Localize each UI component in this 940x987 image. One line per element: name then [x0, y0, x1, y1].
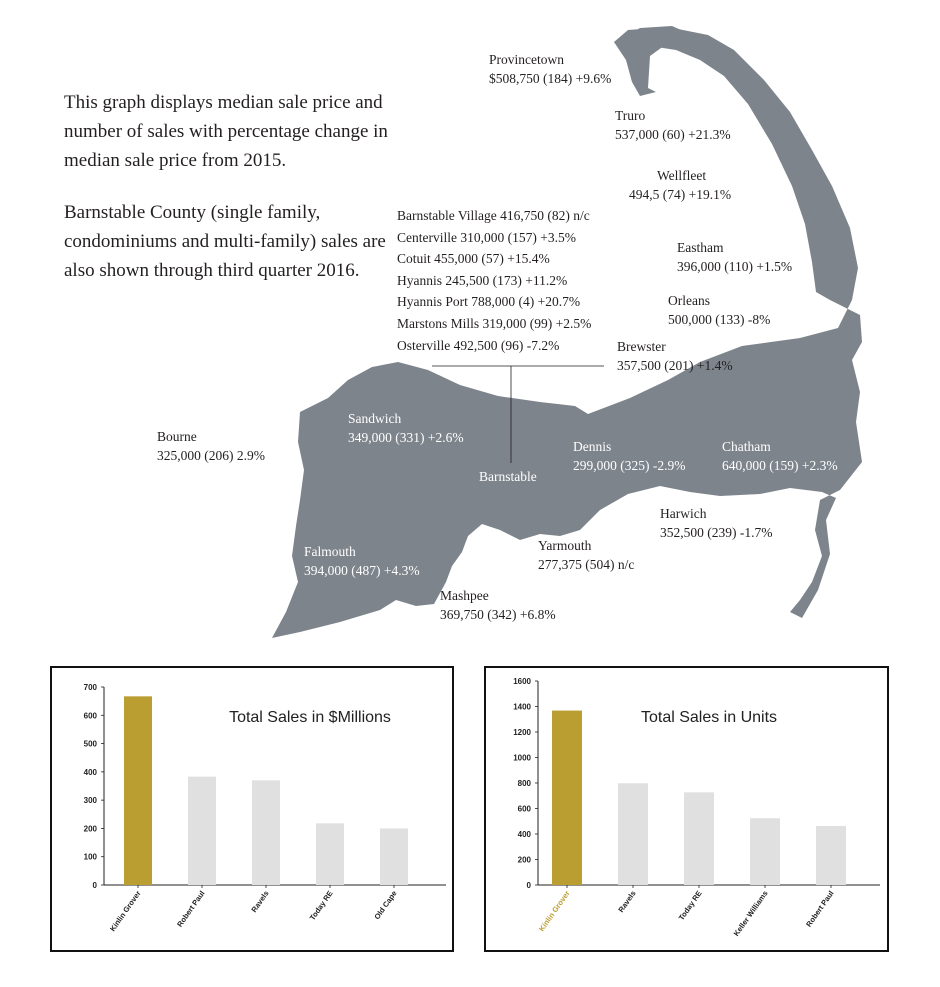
- town-stats: 357,500 (201) +1.4%: [617, 358, 733, 373]
- town-name: Dennis: [573, 439, 612, 454]
- town-name: Falmouth: [304, 544, 356, 559]
- bar: [750, 818, 780, 885]
- x-tick-label: Robert Paul: [175, 888, 207, 929]
- town-dennis: [573, 437, 685, 475]
- town-provincetown: [489, 50, 611, 88]
- town-name: Orleans: [668, 293, 710, 308]
- town-stats: $508,750 (184) +9.6%: [489, 71, 612, 86]
- town-name: Bourne: [157, 429, 197, 444]
- town-stats: 537,000 (60) +21.3%: [615, 127, 731, 142]
- town-stats: 277,375 (504) n/c: [538, 557, 635, 572]
- village-hyannis: Hyannis 245,500 (173) +11.2%: [397, 272, 568, 288]
- y-tick-label: 700: [83, 683, 97, 692]
- bar: [124, 696, 152, 885]
- y-tick-label: 1200: [513, 728, 531, 737]
- town-name: Truro: [615, 108, 646, 123]
- y-tick-label: 1600: [513, 677, 531, 686]
- chart-total-sales-units: [484, 666, 889, 952]
- bar: [380, 828, 408, 885]
- town-name: Sandwich: [348, 411, 402, 426]
- y-tick-label: 1400: [513, 702, 531, 712]
- town-stats: 299,000 (325) -2.9%: [573, 458, 686, 473]
- chart-svg: [486, 668, 887, 950]
- bar: [316, 823, 344, 885]
- y-tick-label: 0: [526, 881, 531, 890]
- x-tick-label: Old Cape: [372, 888, 399, 922]
- town-stats: 352,500 (239) -1.7%: [660, 525, 773, 540]
- y-tick-label: 500: [83, 739, 97, 749]
- town-yarmouth: [538, 536, 634, 574]
- town-stats: 396,000 (110) +1.5%: [677, 259, 793, 274]
- village-cotuit: Cotuit 455,000 (57) +15.4%: [397, 251, 550, 267]
- x-tick-label: Ravels: [249, 888, 271, 914]
- intro-paragraph-2: Barnstable County (single family, condominiums and multi-family) sales are also shown through third quarter 2016.: [64, 202, 386, 281]
- town-harwich: [660, 504, 772, 542]
- y-tick-label: 600: [517, 804, 531, 814]
- village-centerville: Centerville 310,000 (157) +3.5%: [397, 229, 576, 245]
- y-tick-label: 300: [83, 796, 97, 806]
- y-tick-label: 200: [83, 824, 97, 834]
- x-tick-label: Today RE: [307, 888, 335, 923]
- town-name: Harwich: [660, 506, 707, 521]
- y-tick-label: 400: [517, 830, 531, 839]
- town-stats: 494,5 (74) +19.1%: [629, 187, 732, 202]
- town-name: Eastham: [677, 240, 724, 255]
- town-stats: 394,000 (487) +4.3%: [304, 563, 420, 578]
- town-truro: [615, 106, 731, 144]
- chart-total-sales-millions: [50, 666, 454, 952]
- x-tick-label: Kinlin Grover: [537, 888, 572, 934]
- town-mashpee: [440, 586, 556, 624]
- y-tick-label: 100: [83, 852, 97, 862]
- y-tick-label: 800: [517, 779, 531, 788]
- town-stats: 640,000 (159) +2.3%: [722, 458, 838, 473]
- y-tick-label: 400: [83, 767, 97, 777]
- town-name: Chatham: [722, 439, 771, 454]
- town-stats: 349,000 (331) +2.6%: [348, 430, 464, 445]
- village-barnstable-village: Barnstable Village 416,750 (82) n/c: [397, 208, 590, 223]
- y-tick-label: 200: [517, 855, 531, 865]
- village-hyannis-port: Hyannis Port 788,000 (4) +20.7%: [397, 294, 581, 310]
- bar: [618, 783, 648, 885]
- town-name: Mashpee: [440, 588, 489, 603]
- town-name: Barnstable: [479, 469, 537, 484]
- barnstable-villages-list: [397, 205, 591, 356]
- bar: [684, 792, 714, 885]
- x-tick-label: Today RE: [676, 888, 704, 923]
- town-brewster: [617, 337, 733, 375]
- y-tick-label: 600: [83, 711, 97, 721]
- village-marstons-mills: Marstons Mills 319,000 (99) +2.5%: [397, 315, 592, 331]
- x-tick-label: Ravels: [616, 888, 638, 914]
- y-tick-label: 1000: [513, 753, 531, 763]
- town-stats: 500,000 (133) -8%: [668, 312, 771, 327]
- bar: [816, 826, 846, 885]
- town-barnstable: [479, 467, 537, 486]
- village-osterville: Osterville 492,500 (96) -7.2%: [397, 337, 560, 353]
- town-sandwich: [348, 409, 464, 447]
- town-name: Provincetown: [489, 52, 564, 67]
- town-eastham: [677, 238, 792, 276]
- town-stats: 325,000 (206) 2.9%: [157, 448, 265, 463]
- chart-title: Total Sales in $Millions: [229, 709, 391, 726]
- x-tick-label: Robert Paul: [804, 888, 836, 929]
- town-name: Wellfleet: [657, 168, 707, 183]
- x-tick-label: Kinlin Grover: [108, 888, 143, 934]
- town-chatham: [722, 437, 838, 475]
- bar: [252, 780, 280, 885]
- town-orleans: [668, 291, 770, 329]
- town-falmouth: [304, 542, 420, 580]
- town-stats: 369,750 (342) +6.8%: [440, 607, 556, 622]
- bar: [552, 711, 582, 885]
- y-tick-label: 0: [92, 881, 97, 890]
- x-tick-label: Keller Williams: [731, 888, 770, 938]
- town-name: Yarmouth: [538, 538, 592, 553]
- town-bourne: [157, 427, 265, 465]
- intro-paragraph-1: This graph displays median sale price and number of sales with percentage change in median sale price from 2015.: [64, 92, 388, 171]
- town-name: Brewster: [617, 339, 666, 354]
- town-wellfleet: [629, 166, 731, 204]
- chart-title: Total Sales in Units: [640, 709, 778, 726]
- chart-svg: [52, 668, 452, 950]
- bar: [188, 777, 216, 885]
